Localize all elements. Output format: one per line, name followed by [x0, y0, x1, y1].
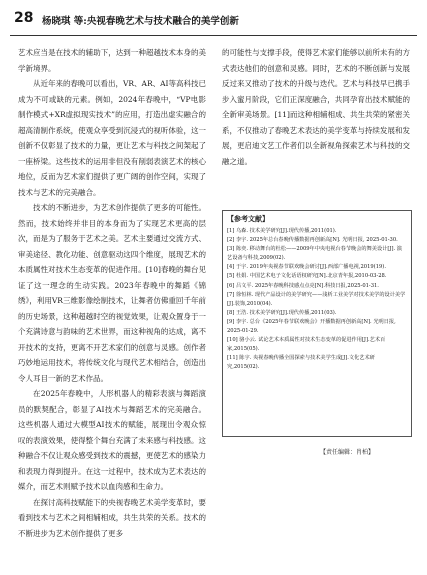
reference-item: [5] 杜娟. 中国艺术电子文化话语权研究[N].北京青年报,2010-03-28.	[227, 273, 387, 280]
reference-item: [4] 于宇. 2019年央视春节联欢晚会研讨[J].西部广播电视,2019(19).	[227, 264, 386, 271]
reference-item: [7] 徐恒林. 现代产品设计的美学研究——浅析工业美学对技术美学的设计美学[J].装饰,2010(04).	[227, 291, 406, 307]
reference-item: [2] 李宇. 2025年总台春晚传播数据再创新高[N]. 光明日报, 2025-01-30.	[227, 237, 398, 244]
header-rule	[10, 35, 417, 36]
reference-item: [11] 陈宇. 央视春晚传播全国探索与技术美学生成[J].文化艺术研究,2015(02).	[227, 355, 375, 371]
running-title: 杨晓琪 等:央视春晚艺术与技术融合的美学创新	[42, 16, 239, 27]
paragraph: 在探讨高科技赋能下的央视春晚艺术美学变革时，要看到技术与艺术之间相辅相成，共生共荣的关系。技术的不断进步为艺术创作提供了更多	[18, 497, 206, 538]
editor-note: 【责任编辑：肖柏】	[320, 449, 375, 456]
left-text-column	[18, 45, 206, 541]
paragraph: 从近年来的春晚可以看出，VR、AR、AI等高科技已成为不可或缺的元素。例如，2024年春晚中，“VP电影制作模式+XR虚拟现实技术”的应用，打造出虚实融合的超高清制作系统，使观众享受到沉浸式的视听体验，这一创新不仅彰显了技术的力量，更让艺术与科技之间架起了一座桥梁。这些技术的运用非但没有削弱表演艺术的核心地位，反而为艺术家们提供了更广阔的创作空间，实现了技术与艺术的完美融合。	[18, 79, 207, 197]
reference-item: [1] 乌森. 技术美学研究[J].现代传播,2011(01).	[227, 228, 337, 234]
paragraph: 技术的不断进步，为艺术创作提供了更多的可能性。然而，技术始终并非目的本身而为了实现艺术更高的层次，而是为了服务于艺术之美。艺术主要通过交流方式、审美途径、教化功能、创意驱动这四个维度，展现艺术的本质属性对技术生态变革的促进作用。[10]春晚的舞台见证了这一理念的生动实践。2023年春晚中的舞蹈《锦绣》，利用VR三维影像绘制技术，让舞者仿佛重回千年前的历史场景，这种超越时空的视觉效果，让观众置身于一个充满诗意与韵味的艺术世界，而这种视角的达成，离不开技术的支持，更离不开艺术家们的创意与灵感。创作者巧妙地运用技术，将传统文化与现代艺术相结合，创造出令人耳目一新的艺术作品。	[18, 203, 206, 383]
paragraph: 在2025年春晚中，人形机器人的精彩表演与舞蹈演员的默契配合，彰显了AI技术与舞蹈艺术的完美融合。这些机器人通过大模型AI技术的赋能，展现出令观众惊叹的表演效果，使得整个舞台充满了未来感与科技感。这种融合不仅让观众感受到技术的震撼，更使艺术的感染力和表现力得到提升。在这一过程中，技术成为艺术表达的媒介，而艺术则赋予技术以血肉感和生命力。	[18, 389, 206, 491]
reference-item: [9] 李宇. 总台《2025年春节联欢晚会》开播数据再创新高[N]. 光明日报, 2025-01-29.	[227, 318, 396, 335]
references-title: 【参考文献】	[227, 215, 269, 223]
page-number: 28	[14, 10, 34, 26]
reference-item: [10] 骆小云. 试论艺术本质属性对技术生态变革的促进作用[J].艺术百家,2015(05).	[227, 337, 386, 353]
reference-item: [3] 陈奕. 移动舞台的杜松——2009年中央电视台春节晚会的舞美设计[J]. 演艺设备与科技,2009(02).	[227, 246, 402, 262]
reference-item: [8] 王浩. 技术美学研究[J].现代传播,2011(03).	[227, 309, 337, 316]
references-box	[222, 210, 412, 437]
paragraph: 的可能性与支撑手段，使得艺术家们能够以前所未有的方式表达他们的创意和灵感。同时，艺术的不断创新与发展反过来又推动了技术的升级与迭代。艺术与科技早已携手步入蜜月阶段，它们正深度融合，共同孕育出技术赋能的全新审美场景。[11]而这种相辅相成、共生共荣的紧密关系，不仅推动了春晚艺术表达的美学变革与持续发展和发展，更启迪文艺工作者们以全新视角探索艺术与科技的交融之道。	[222, 48, 410, 166]
right-text-column	[222, 45, 410, 169]
paragraph: 艺术应当是在技术的辅助下，达到一种超越技术本身的美学新境界。	[18, 48, 206, 73]
reference-item: [6] 吕文平. 2025年春晚科技感点点亮[N].科技日报,2025-01-31.	[227, 282, 379, 289]
page-header	[10, 8, 417, 36]
